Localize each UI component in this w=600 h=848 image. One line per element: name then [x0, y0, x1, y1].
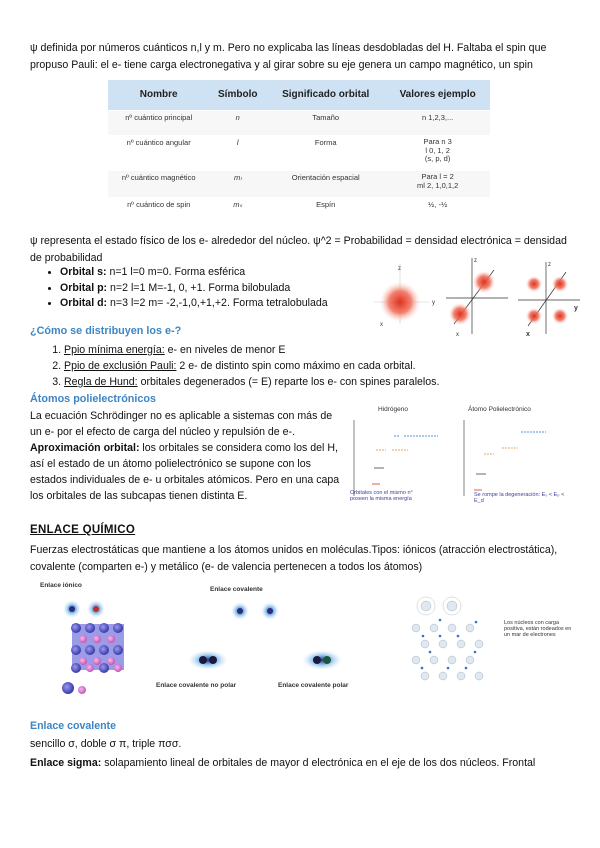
orbital-shapes-figure [368, 254, 583, 340]
bond-shapes-svg [30, 578, 500, 708]
psi-paragraph: ψ representa el estado físico de los e- alrededor del núcleo. ψ^2 = Probabilidad = densidad electrónica = densidad de probabilidad [30, 235, 567, 264]
diagram-title-poly: Átomo Polielectrónico [468, 406, 531, 413]
rule-text: e- en niveles de menor E [164, 344, 286, 356]
sigma-paragraph [30, 755, 585, 771]
rule-text: 2 e- de distinto spin como máximo en cada orbital. [176, 360, 416, 372]
table-cell: n [209, 111, 266, 136]
orbital-label: Orbital s: [60, 266, 107, 278]
table-header-row [108, 80, 490, 111]
covalent-heading: Enlace covalente [30, 720, 116, 732]
diagram-title-hydrogen: Hidrógeno [378, 406, 408, 413]
table-cell: nº cuántico de spin [108, 198, 209, 221]
metal-bond-caption: Los núcleos con carga positiva, están rodeados en un mar de electrones [504, 620, 572, 638]
list-item [64, 374, 600, 390]
orbital-text: n=3 l=2 m= -2,-1,0,+1,+2. Forma tetralobulada [107, 297, 328, 309]
polar-bond-label: Enlace covalente polar [278, 682, 349, 689]
poly-text-1: La ecuación Schrödinger no es aplicable a sistemas con más de un e- por el efecto de carga del núcleo y repulsión de e-. [30, 410, 333, 438]
table-cell: Tamaño [266, 111, 385, 136]
svg-text:x: x [456, 332, 459, 338]
polyelectronic-heading: Átomos polielectrónicos [30, 393, 156, 405]
section-title-enlace: ENLACE QUÍMICO [30, 524, 136, 536]
table-cell: ½, -½ [385, 198, 490, 221]
diagram-caption-poly: Se rompe la degeneración: Eₛ < Eₚ < E_d [474, 492, 565, 504]
svg-text:x: x [380, 322, 383, 328]
orbital-text: n=1 l=0 m=0. Forma esférica [106, 266, 246, 278]
p-orbital-shape [446, 258, 508, 338]
diagram-caption-hydrogen: Orbitales con el mismo n° poseen la misma energía [350, 490, 413, 502]
svg-text:z: z [474, 258, 477, 264]
s-orbital-shape [374, 264, 435, 328]
table-cell: mₛ [209, 198, 266, 221]
list-item [64, 358, 600, 374]
nonpolar-bond-label: Enlace covalente no polar [156, 682, 237, 689]
table-row [108, 136, 490, 171]
table-header-meaning: Significado orbital [266, 80, 385, 111]
intro-paragraph: ψ definida por números cuánticos n,l y m. Pero no explicaba las líneas desdobladas del H. Faltaba el spin que propuso Pauli: el e- tiene carga electronegativa y al girar sobre su eje genera un campo magnético, un spin [30, 42, 547, 71]
rule-name: Ppio mínima energía: [64, 344, 165, 356]
sigma-text: solapamiento lineal de orbitales de mayor d electrónica en el eje de los dos núcleos. Frontal [101, 757, 536, 769]
table-row [108, 171, 490, 198]
energy-level-diagram [346, 404, 586, 516]
svg-text:z: z [548, 262, 551, 268]
sigma-term: Enlace sigma: [30, 757, 102, 769]
table-header-name: Nombre [108, 80, 209, 111]
svg-text:x: x [526, 331, 530, 338]
bond-types-figure [30, 578, 588, 708]
table-cell: nº cuántico angular [108, 136, 209, 171]
rule-name: Regla de Hund: [64, 376, 138, 388]
d-orbital-shape [518, 262, 580, 338]
table-row [108, 111, 490, 136]
table-cell: Orientación espacial [266, 171, 385, 198]
table-cell: mₗ [209, 171, 266, 198]
table-cell: Para l = 2 ml 2, 1,0,1,2 [385, 171, 490, 198]
table-cell: nº cuántico magnético [108, 171, 209, 198]
distribution-heading: ¿Cómo se distribuyen los e-? [30, 325, 182, 337]
list-item [64, 342, 600, 358]
distribution-list [38, 342, 600, 390]
table-row [108, 198, 490, 221]
poly-bold-term: Aproximación orbital: [30, 442, 140, 454]
bond-orders-line: sencillo σ, doble σ π, triple πσσ. [30, 738, 182, 750]
covalent-bond-label: Enlace covalente [210, 586, 263, 593]
table-header-symbol: Símbolo [209, 80, 266, 111]
table-cell: l [209, 136, 266, 171]
quantum-numbers-table [108, 80, 490, 220]
orbital-list [40, 265, 380, 312]
orbital-text: n=2 l=1 M=-1, 0, +1. Forma bilobulada [107, 281, 291, 294]
ionic-bond-label: Enlace iónico [40, 582, 82, 589]
orbital-label: Orbital p: [60, 281, 108, 294]
svg-text:y: y [574, 305, 578, 312]
rule-text: orbitales degenerados (= E) reparte los e- con spines paralelos. [137, 376, 440, 388]
table-header-values: Valores ejemplo [385, 80, 490, 111]
table-cell: nº cuántico principal [108, 111, 209, 136]
polyelectronic-paragraph [30, 408, 345, 504]
rule-name: Ppio de exclusión Pauli: [64, 360, 177, 372]
table-cell: Espín [266, 198, 385, 221]
list-item [60, 265, 380, 281]
svg-text:z: z [398, 266, 401, 272]
list-item [60, 296, 380, 312]
table-cell: Forma [266, 136, 385, 171]
poly-text-2: los orbitales se considera como los del H, así el estado de un átomo polielectrónico se supone con los estados individuales de e- u orbitales atómicos. Pero en una capa los orbitales de las subcapas tienen distinta E. [30, 442, 340, 502]
svg-text:y: y [432, 300, 435, 306]
fuerzas-paragraph: Fuerzas electrostáticas que mantiene a los átomos unidos en moléculas.Tipos: iónicos (atracción electrostática), covalente (comparten e-) y metálico (e- de valencia pertenecen a todos los átomos) [30, 544, 558, 573]
table-cell: n 1,2,3,... [385, 111, 490, 136]
orbital-label: Orbital d: [60, 297, 108, 309]
list-item [60, 281, 380, 297]
table-cell: Para n 3 l 0, 1, 2 (s, p, d) [385, 136, 490, 171]
